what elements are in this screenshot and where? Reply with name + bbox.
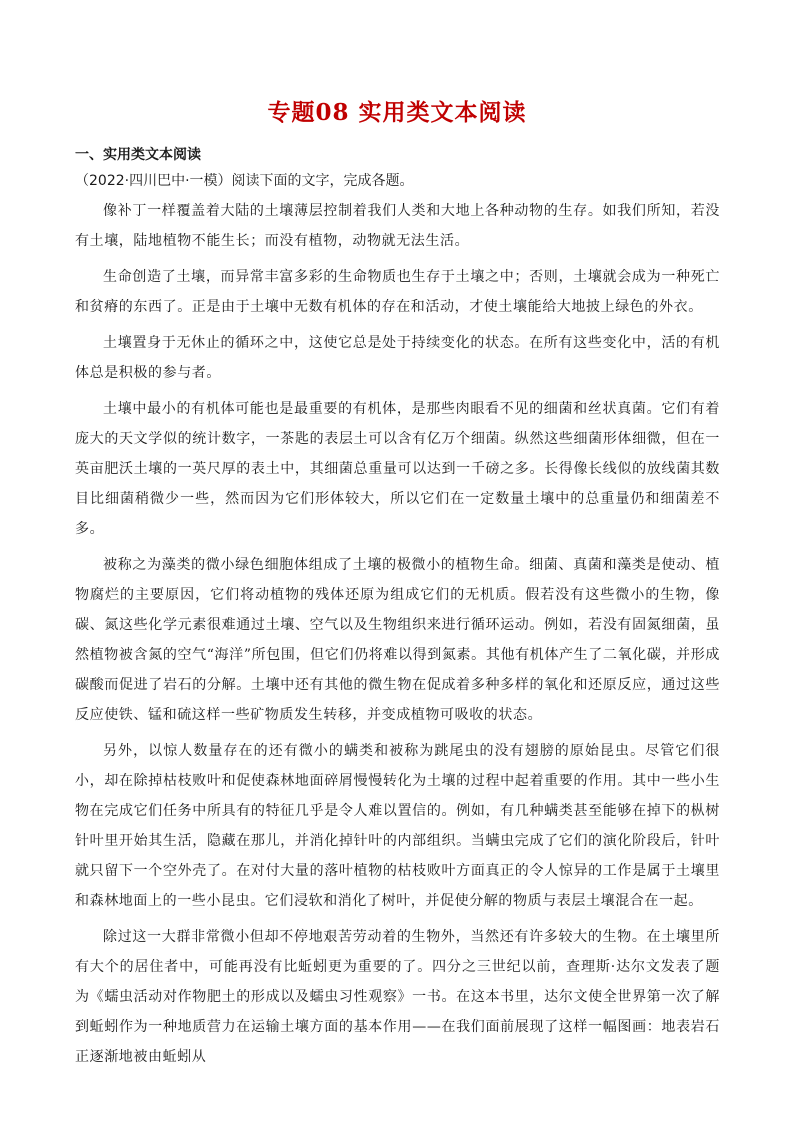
paragraph: 像补丁一样覆盖着大陆的土壤薄层控制着我们人类和大地上各种动物的生存。如我们所知，若没有土壤，陆地植物不能生长；而没有植物，动物就无法生活。: [75, 203, 720, 249]
paragraph: 被称之为藻类的微小绿色细胞体组成了土壤的极微小的植物生命。细菌、真菌和藻类是使动、植物腐烂的主要原因，它们将动植物的残体还原为组成它们的无机质。假若没有这些微小的生物，像碳、氮这些化学元素很难通过土壤、空气以及生物组织来进行循环运动。例如，若没有固氮细菌，虽然植物被含氮的空气“海洋”所包围，但它们仍将难以得到氮素。其他有机体产生了二氧化碳，并形成碳酸而促进了岩石的分解。土壤中还有其他的微生物在促成着多种多样的氧化和还原反应，通过这些反应使铁、锰和硫这样一些矿物质发生转移，并变成植物可吸收的状态。: [75, 557, 720, 723]
paragraph: 土壤中最小的有机体可能也是最重要的有机体，是那些肉眼看不见的细菌和丝状真菌。它们有着庞大的天文学似的统计数字，一茶匙的表层土可以含有亿万个细菌。纵然这些细菌形体细微，但在一英亩肥沃土壤的一英尺厚的表土中，其细菌总重量可以达到一千磅之多。长得像长线似的放线菌其数目比细菌稍微少一些，然而因为它们形体较大，所以它们在一定数量土壤中的总重量仍和细菌差不多。: [75, 401, 720, 537]
document-title: 专题08 实用类文本阅读: [267, 99, 527, 126]
paragraph: 土壤置身于无休止的循环之中，这使它总是处于持续变化的状态。在所有这些变化中，活的有机体总是积极的参与者。: [75, 335, 720, 381]
source-line: （2022·四川巴中·一模）阅读下面的文字，完成各题。: [75, 173, 414, 189]
paragraph: 生命创造了土壤，而异常丰富多彩的生命物质也生存于土壤之中；否则，土壤就会成为一种死亡和贫瘠的东西了。正是由于土壤中无数有机体的存在和活动，才使土壤能给大地披上绿色的外衣。: [75, 269, 720, 315]
section-heading: 一、实用类文本阅读: [75, 147, 201, 163]
article-body: [75, 196, 720, 1078]
paragraph: 另外，以惊人数量存在的还有微小的螨类和被称为跳尾虫的没有翅膀的原始昆虫。尽管它们很小，却在除掉枯枝败叶和促使森林地面碎屑慢慢转化为土壤的过程中起着重要的作用。其中一些小生物在完成它们任务中所具有的特征几乎是令人难以置信的。例如，有几种螨类甚至能够在掉下的枞树针叶里开始其生活，隐藏在那儿，并消化掉针叶的内部组织。当螨虫完成了它们的演化阶段后，针叶就只留下一个空外壳了。在对付大量的落叶植物的枯枝败叶方面真正的令人惊异的工作是属于土壤里和森林地面上的一些小昆虫。它们浸软和消化了树叶，并促使分解的物质与表层土壤混合在一起。: [75, 743, 720, 909]
paragraph: 除过这一大群非常微小但却不停地艰苦劳动着的生物外，当然还有许多较大的生物。在土壤里所有大个的居住者中，可能再没有比蚯蚓更为重要的了。四分之三世纪以前，查理斯·达尔文发表了题为《蠕虫活动对作物肥土的形成以及蠕虫习性观察》一书。在这本书里，达尔文使全世界第一次了解到蚯蚓作为一种地质营力在运输土壤方面的基本作用——在我们面前展现了这样一幅图画：地表岩石正逐渐地被由蚯蚓从: [75, 929, 720, 1065]
